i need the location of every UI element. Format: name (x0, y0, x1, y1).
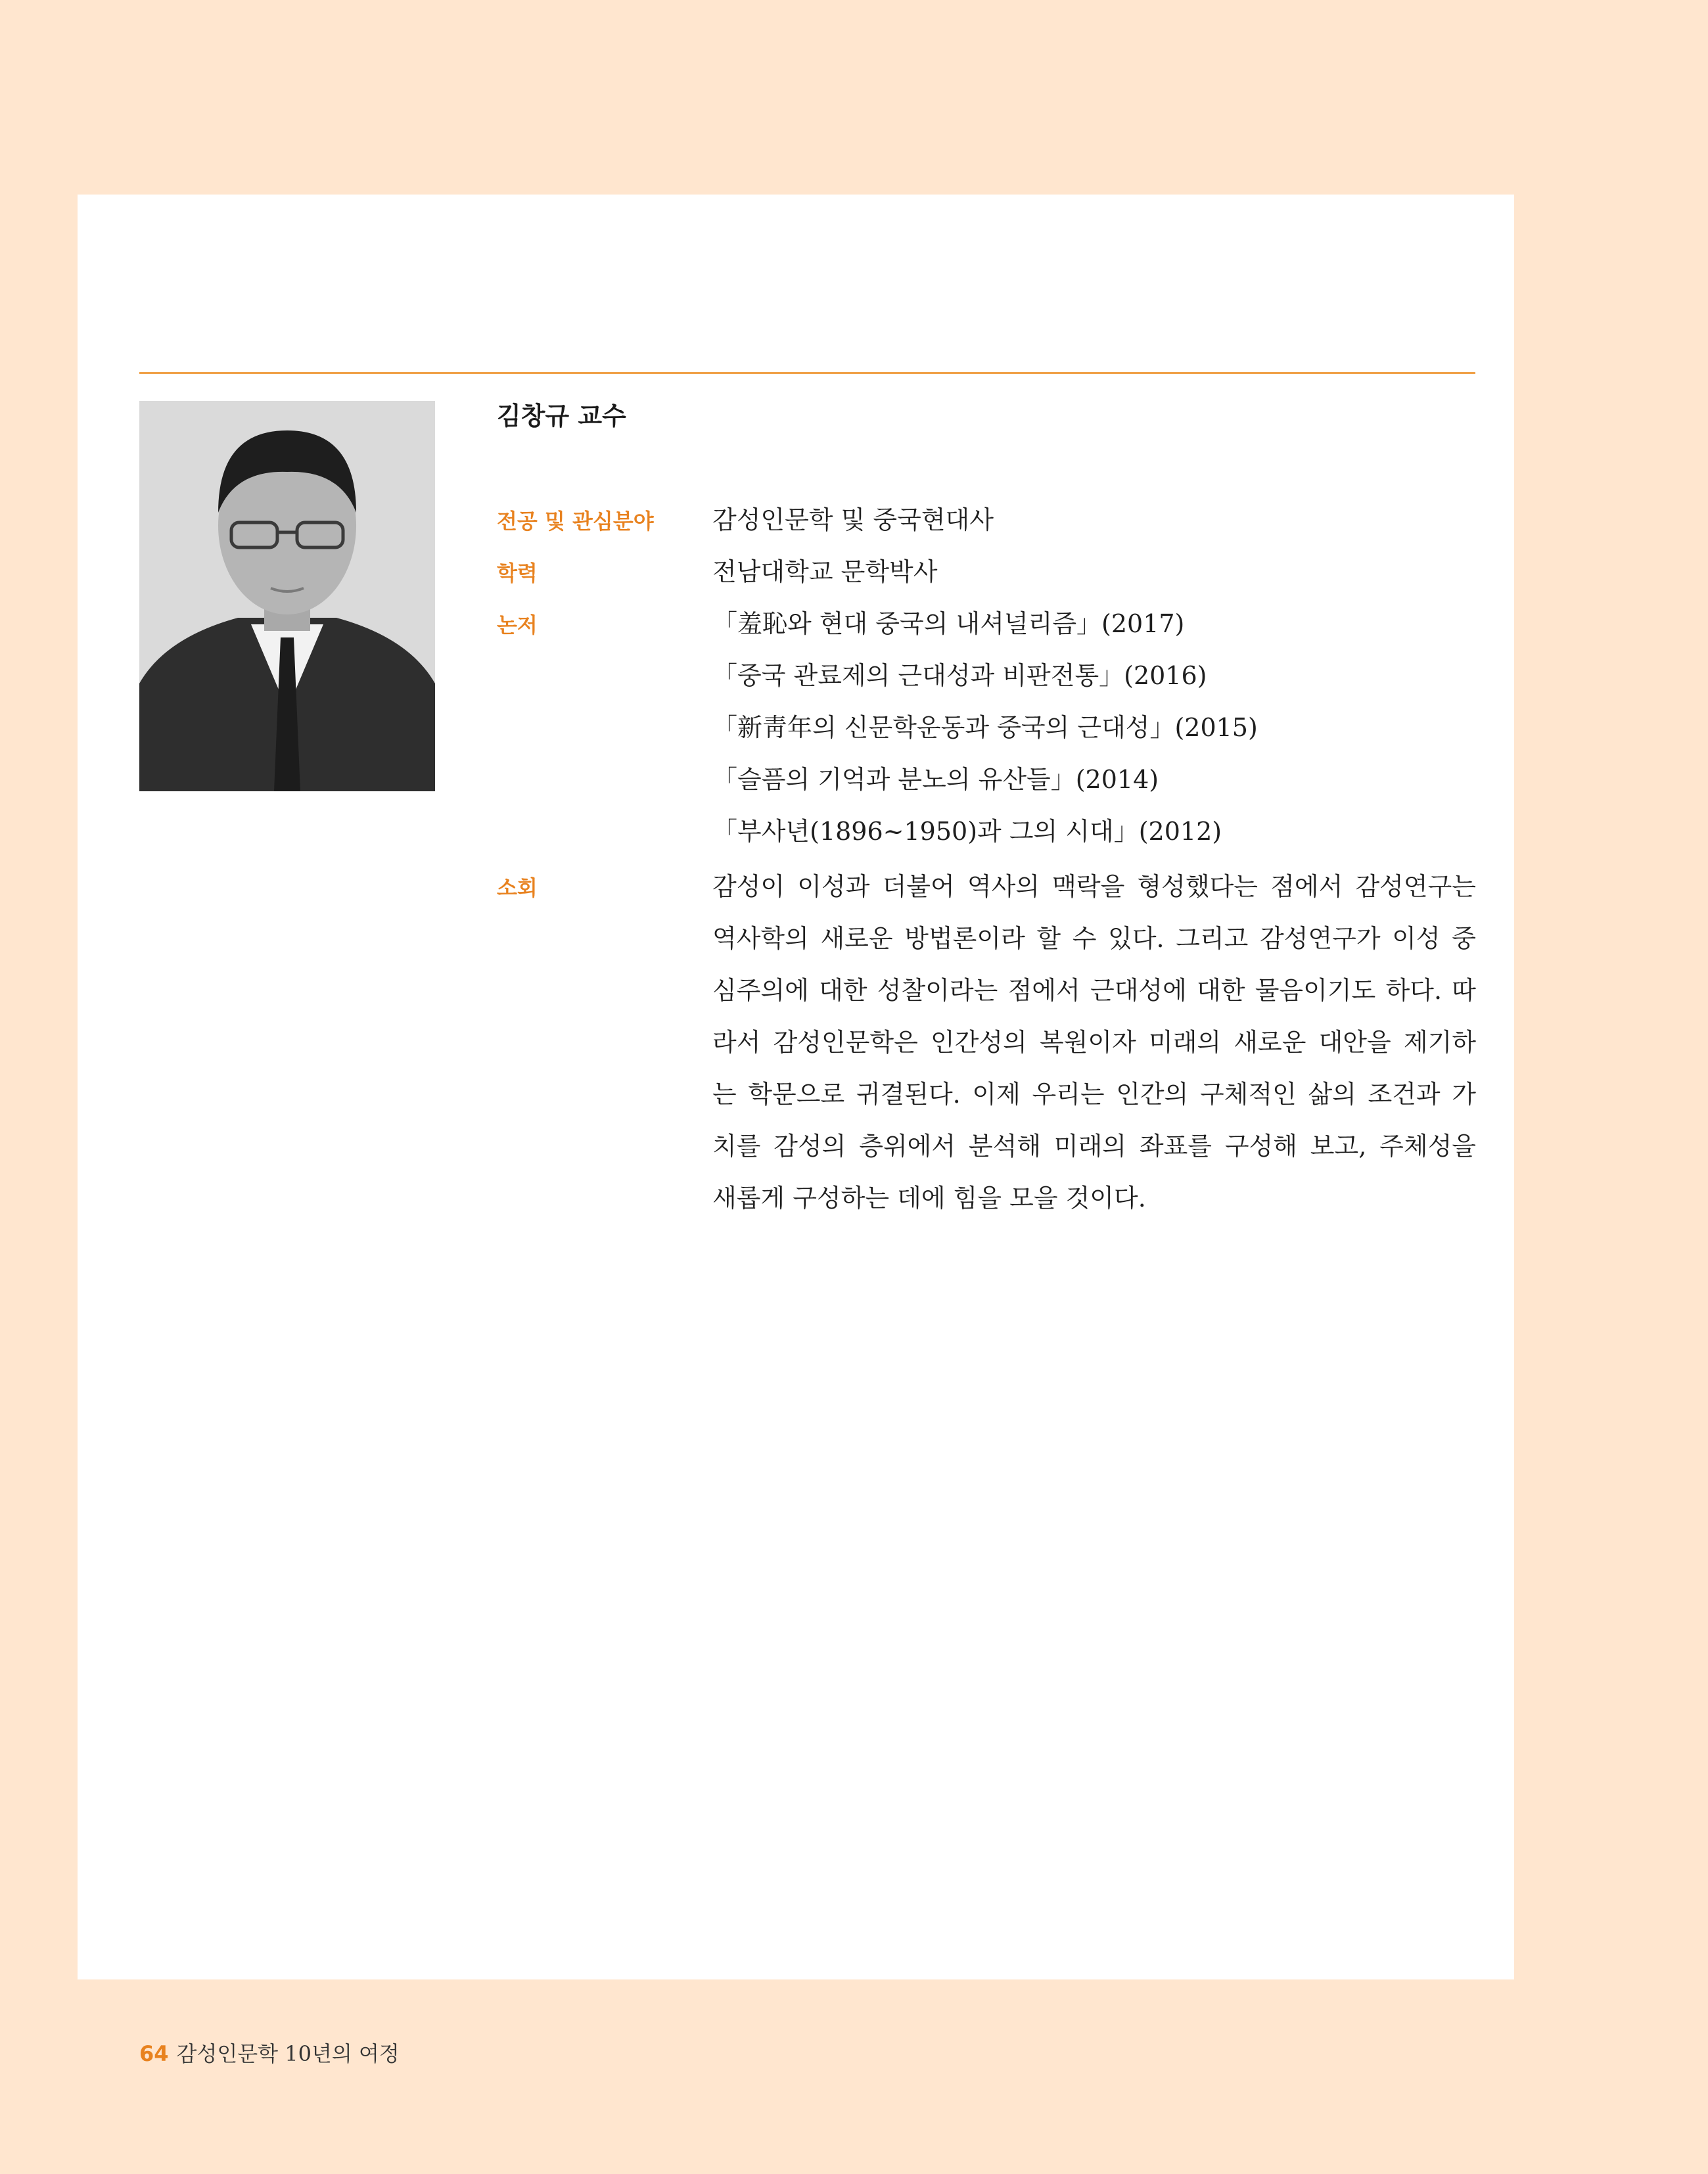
portrait-photo (139, 401, 435, 791)
publication-item: 「羞恥와 현대 중국의 내셔널리즘」(2017) (712, 609, 1185, 638)
professor-name: 김창규 교수 (497, 402, 626, 430)
reflection-line: 역사학의 새로운 방법론이라 할 수 있다. 그리고 감성연구가 이성 중 (712, 924, 1476, 953)
reflection-line: 감성이 이성과 더불어 역사의 맥락을 형성했다는 점에서 감성연구는 (712, 872, 1476, 901)
publication-item: 「중국 관료제의 근대성과 비판전통」(2016) (712, 661, 1207, 690)
field-label-publications: 논저 (497, 613, 538, 637)
field-label-education: 학력 (497, 561, 538, 586)
reflection-line: 는 학문으로 귀결된다. 이제 우리는 인간의 구체적인 삶의 조건과 가 (712, 1080, 1476, 1109)
reflection-line: 새롭게 구성하는 데에 힘을 모을 것이다. (712, 1184, 1146, 1213)
reflection-line: 심주의에 대한 성찰이라는 점에서 근대성에 대한 물음이기도 하다. 따 (712, 976, 1476, 1005)
field-value-education: 전남대학교 문학박사 (712, 557, 938, 586)
reflection-line: 치를 감성의 층위에서 분석해 미래의 좌표를 구성해 보고, 주체성을 (712, 1132, 1476, 1161)
field-value-major: 감성인문학 및 중국현대사 (712, 505, 994, 534)
publication-item: 「슬픔의 기억과 분노의 유산들」(2014) (712, 765, 1159, 794)
field-label-major: 전공 및 관심분야 (497, 509, 654, 534)
publication-item: 「新靑年의 신문학운동과 중국의 근대성」(2015) (712, 713, 1258, 742)
reflection-paragraph (712, 861, 1476, 1224)
reflection-line: 라서 감성인문학은 인간성의 복원이자 미래의 새로운 대안을 제기하 (712, 1028, 1476, 1057)
page-footer (139, 2037, 400, 2068)
field-label-reflection: 소회 (497, 875, 538, 900)
book-title: 감성인문학 10년의 여정 (176, 2041, 400, 2066)
header-rule (139, 372, 1475, 374)
page-number: 64 (139, 2041, 169, 2066)
publication-item: 「부사년(1896~1950)과 그의 시대」(2012) (712, 817, 1222, 846)
